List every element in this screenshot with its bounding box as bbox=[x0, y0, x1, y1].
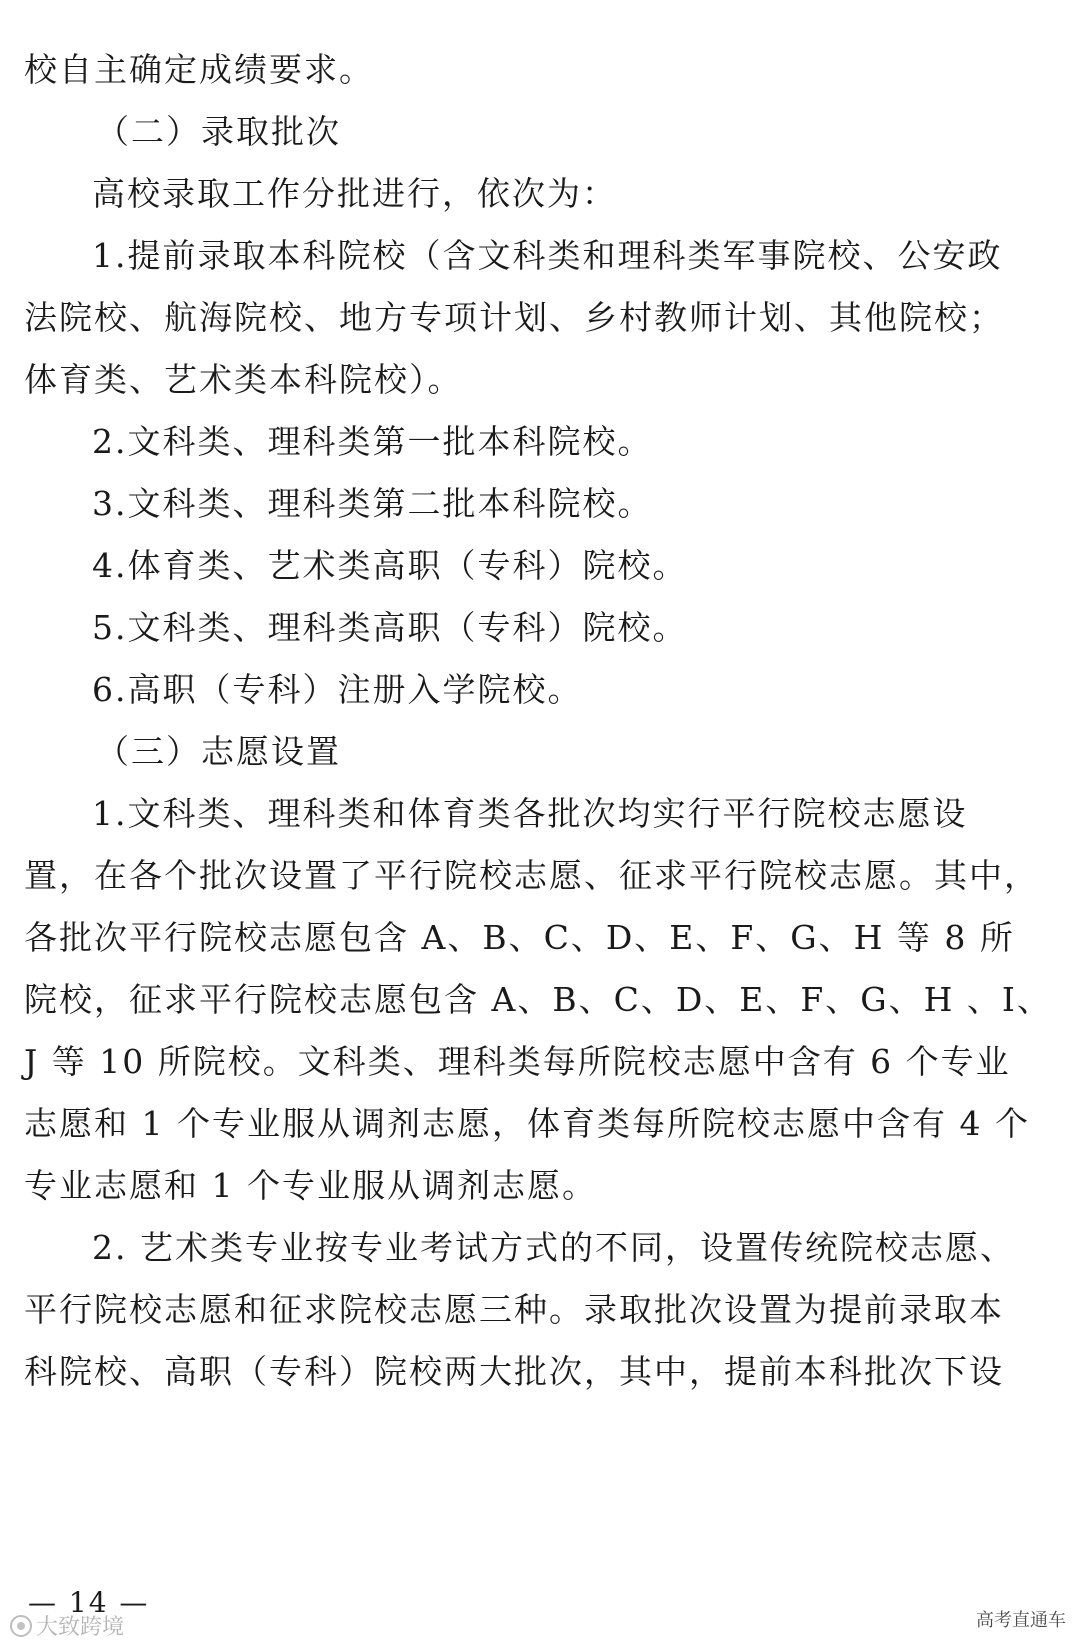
section-heading-preference-settings: （三）志愿设置 bbox=[96, 732, 341, 771]
text-line-13: 1.文科类、理科类和体育类各批次均实行平行院校志愿设 bbox=[92, 794, 968, 833]
watermark-logo-icon bbox=[10, 1615, 32, 1637]
watermark-left-text: 大致跨境 bbox=[36, 1614, 125, 1639]
text-line-4: 1.提前录取本科院校（含文科类和理科类军事院校、公安政 bbox=[92, 236, 1003, 275]
text-line-7: 2.文科类、理科类第一批本科院校。 bbox=[92, 422, 653, 461]
text-line-19: 专业志愿和 1 个专业服从调剂志愿。 bbox=[24, 1166, 597, 1205]
text-line-18: 志愿和 1 个专业服从调剂志愿，体育类每所院校志愿中含有 4 个 bbox=[24, 1104, 1030, 1143]
text-line-11: 6.高职（专科）注册入学院校。 bbox=[92, 670, 583, 709]
text-line-9: 4.体育类、艺术类高职（专科）院校。 bbox=[92, 546, 688, 585]
text-line-6: 体育类、艺术类本科院校）。 bbox=[24, 360, 463, 399]
text-line-10: 5.文科类、理科类高职（专科）院校。 bbox=[92, 608, 688, 647]
text-line-21: 平行院校志愿和征求院校志愿三种。录取批次设置为提前录取本 bbox=[24, 1290, 1004, 1329]
page-number: — 14 — bbox=[28, 1586, 150, 1619]
text-line-3: 高校录取工作分批进行，依次为： bbox=[92, 174, 617, 213]
text-line-17: J 等 10 所院校。文科类、理科类每所院校志愿中含有 6 个专业 bbox=[24, 1042, 1011, 1081]
text-line-1: 校自主确定成绩要求。 bbox=[24, 50, 374, 89]
text-line-22: 科院校、高职（专科）院校两大批次，其中，提前本科批次下设 bbox=[24, 1352, 1004, 1391]
text-line-5: 法院校、航海院校、地方专项计划、乡村教师计划、其他院校； bbox=[24, 298, 1004, 337]
text-line-8: 3.文科类、理科类第二批本科院校。 bbox=[92, 484, 653, 523]
text-line-15: 各批次平行院校志愿包含 A、B、C、D、E、F、G、H 等 8 所 bbox=[24, 918, 1015, 957]
text-line-14: 置，在各个批次设置了平行院校志愿、征求平行院校志愿。其中， bbox=[24, 856, 1039, 895]
text-line-16: 院校，征求平行院校志愿包含 A、B、C、D、E、F、G、H 、I、 bbox=[24, 980, 1052, 1019]
section-heading-admission-batches: （二）录取批次 bbox=[96, 112, 341, 151]
watermark-left bbox=[10, 1610, 124, 1641]
watermark-right: 高考直通车 bbox=[976, 1610, 1066, 1630]
text-line-20: 2. 艺术类专业按专业考试方式的不同，设置传统院校志愿、 bbox=[92, 1228, 1015, 1267]
